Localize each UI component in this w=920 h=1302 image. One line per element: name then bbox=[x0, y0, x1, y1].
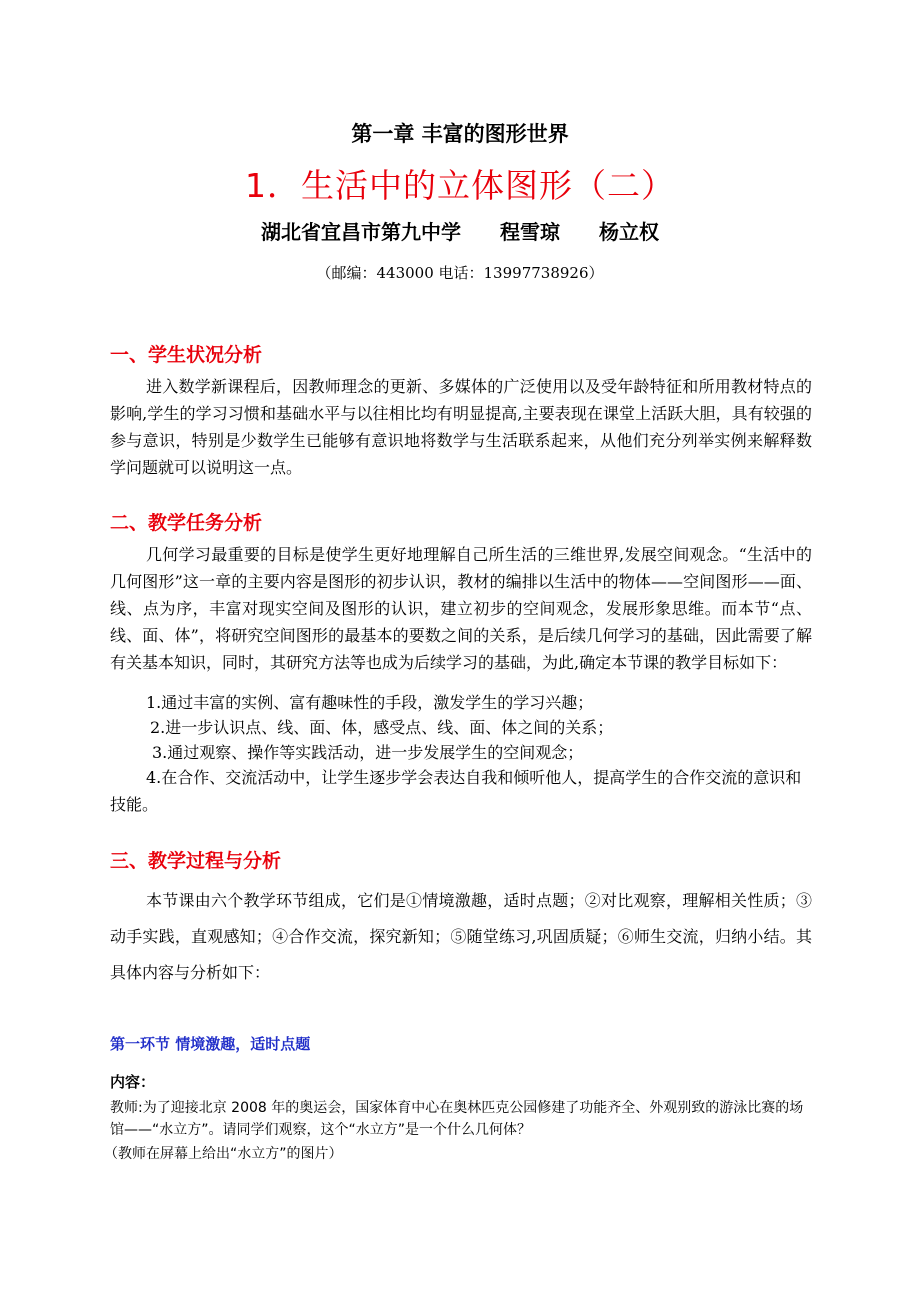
school-name: 湖北省宜昌市第九中学 bbox=[261, 220, 462, 244]
stage-heading: 第一环节 情境激趣，适时点题 bbox=[110, 1035, 311, 1053]
stage-note: （教师在屏幕上给出“水立方”的图片） bbox=[104, 1146, 343, 1162]
teacher-dialogue: 教师:为了迎接北京 2008 年的奥运会，国家体育中心在奥林匹克公园修建了功能齐全、外观别致的游泳比赛的场馆——“水立方”。请同学们观察，这个“水立方”是一个什么几何体？ bbox=[110, 1100, 804, 1138]
teaching-goal: 4.在合作、交流活动中，让学生逐步学会表达自我和倾听他人，提高学生的合作交流的意识和技能。 bbox=[110, 768, 802, 814]
author-line bbox=[0, 216, 920, 245]
teaching-goal: 3.通过观察、操作等实践活动，进一步发展学生的空间观念； bbox=[152, 743, 584, 762]
content-label: 内容： bbox=[110, 1073, 156, 1091]
contact-info: （邮编：443000 电话：13997738926） bbox=[316, 264, 604, 282]
author-name: 杨立权 bbox=[598, 220, 659, 244]
teaching-goal: 2.进一步认识点、线、面、体，感受点、线、面、体之间的关系； bbox=[150, 718, 614, 737]
section-body-teaching-process: 本节课由六个教学环节组成，它们是①情境激趣，适时点题；②对比观察，理解相关性质；③动手实践，直观感知；④合作交流，探究新知；⑤随堂练习,巩固质疑；⑥师生交流，归纳小结。其具体内容与分析如下： bbox=[110, 891, 812, 982]
section-body-task-analysis: 几何学习最重要的目标是使学生更好地理解自己所生活的三维世界,发展空间观念。“生活中的几何图形”这一章的主要内容是图形的初步认识，教材的编排以生活中的物体——空间图形——面、线、点为序，丰富对现实空间及图形的认识，建立初步的空间观念，发展形象思维。而本节“点、线、面、体”，将研究空间图形的最基本的要数之间的关系，是后续几何学习的基础，因此需要了解有关基本知识，同时，其研究方法等也成为后续学习的基础，为此,确定本节课的教学目标如下： bbox=[110, 545, 812, 672]
section-heading-student-analysis: 一、学生状况分析 bbox=[110, 344, 263, 366]
chapter-title: 第一章 丰富的图形世界 bbox=[351, 122, 569, 146]
section-heading-teaching-process: 三、教学过程与分析 bbox=[110, 850, 282, 872]
section-heading-task-analysis: 二、教学任务分析 bbox=[110, 512, 263, 534]
lesson-title: 1．生活中的立体图形（二） bbox=[245, 166, 675, 205]
teaching-goal: 1.通过丰富的实例、富有趣味性的手段，激发学生的学习兴趣； bbox=[146, 693, 594, 712]
section-body-student-analysis: 进入数学新课程后，因教师理念的更新、多媒体的广泛使用以及受年龄特征和所用教材特点的影响,学生的学习习惯和基础水平与以往相比均有明显提高,主要表现在课堂上活跃大胆，具有较强的参与意识，特别是少数学生已能够有意识地将数学与生活联系起来，从他们充分列举实例来解释数学问题就可以说明这一点。 bbox=[110, 377, 812, 477]
author-name: 程雪琼 bbox=[500, 220, 560, 244]
